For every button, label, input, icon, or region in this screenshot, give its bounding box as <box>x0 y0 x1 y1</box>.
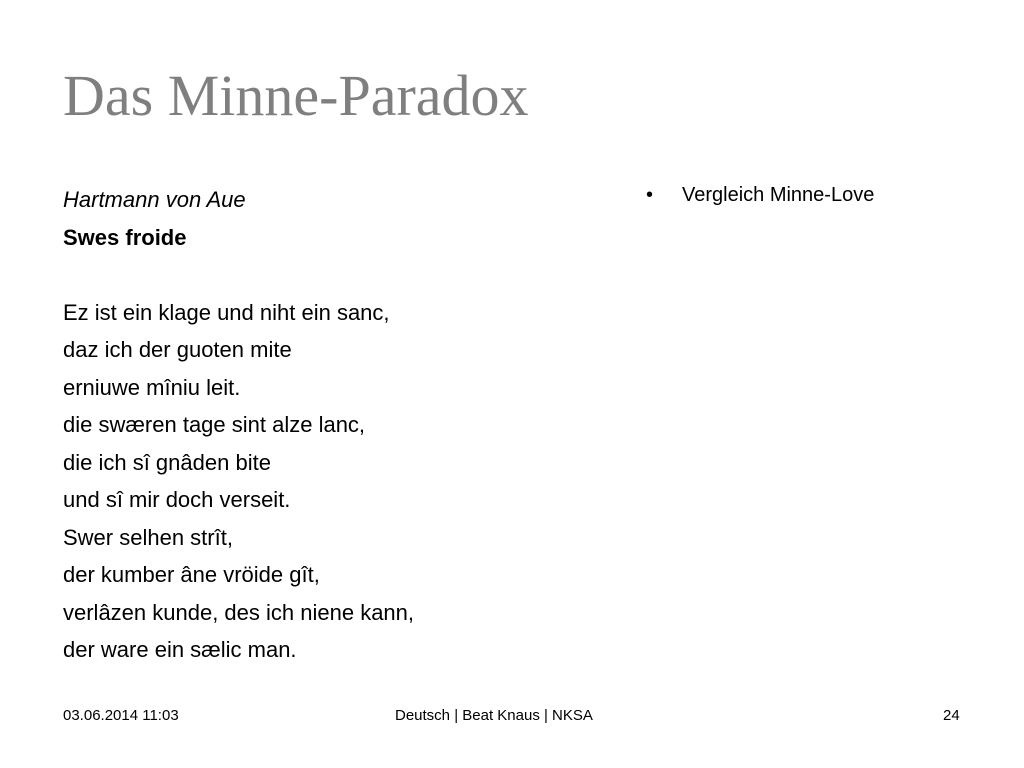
bullet-icon: • <box>646 184 654 206</box>
poem-author: Hartmann von Aue <box>63 187 246 212</box>
poem-line: daz ich der guoten mite <box>63 337 292 362</box>
poem-line: und sî mir doch verseit. <box>63 487 291 512</box>
poem-line: Swer selhen strît, <box>63 524 233 550</box>
footer-date: 03.06.2014 11:03 <box>63 707 179 724</box>
slide-title: Das Minne-Paradox <box>63 63 529 128</box>
footer-page-number: 24 <box>943 707 960 724</box>
poem-title: Swes froide <box>63 224 187 250</box>
poem-line: Ez ist ein klage und niht ein sanc, <box>63 299 390 325</box>
poem-line: verlâzen kunde, des ich niene kann, <box>63 599 415 625</box>
bullet-list <box>646 180 986 210</box>
poem-line: erniuwe mîniu leit. <box>63 374 241 400</box>
poem-block <box>63 181 583 669</box>
poem-line: der ware ein sælic man. <box>63 637 297 662</box>
poem-line: die ich sî gnâden bite <box>63 449 271 475</box>
footer-center-text: Deutsch | Beat Knaus | NKSA <box>395 707 593 724</box>
poem-line: der kumber âne vröide gît, <box>63 562 320 587</box>
bullet-item <box>646 180 986 210</box>
bullet-text: Vergleich Minne-Love <box>682 184 875 206</box>
poem-spacer <box>63 256 583 294</box>
poem-lines <box>63 294 583 669</box>
poem-line: die swæren tage sint alze lanc, <box>63 412 366 437</box>
